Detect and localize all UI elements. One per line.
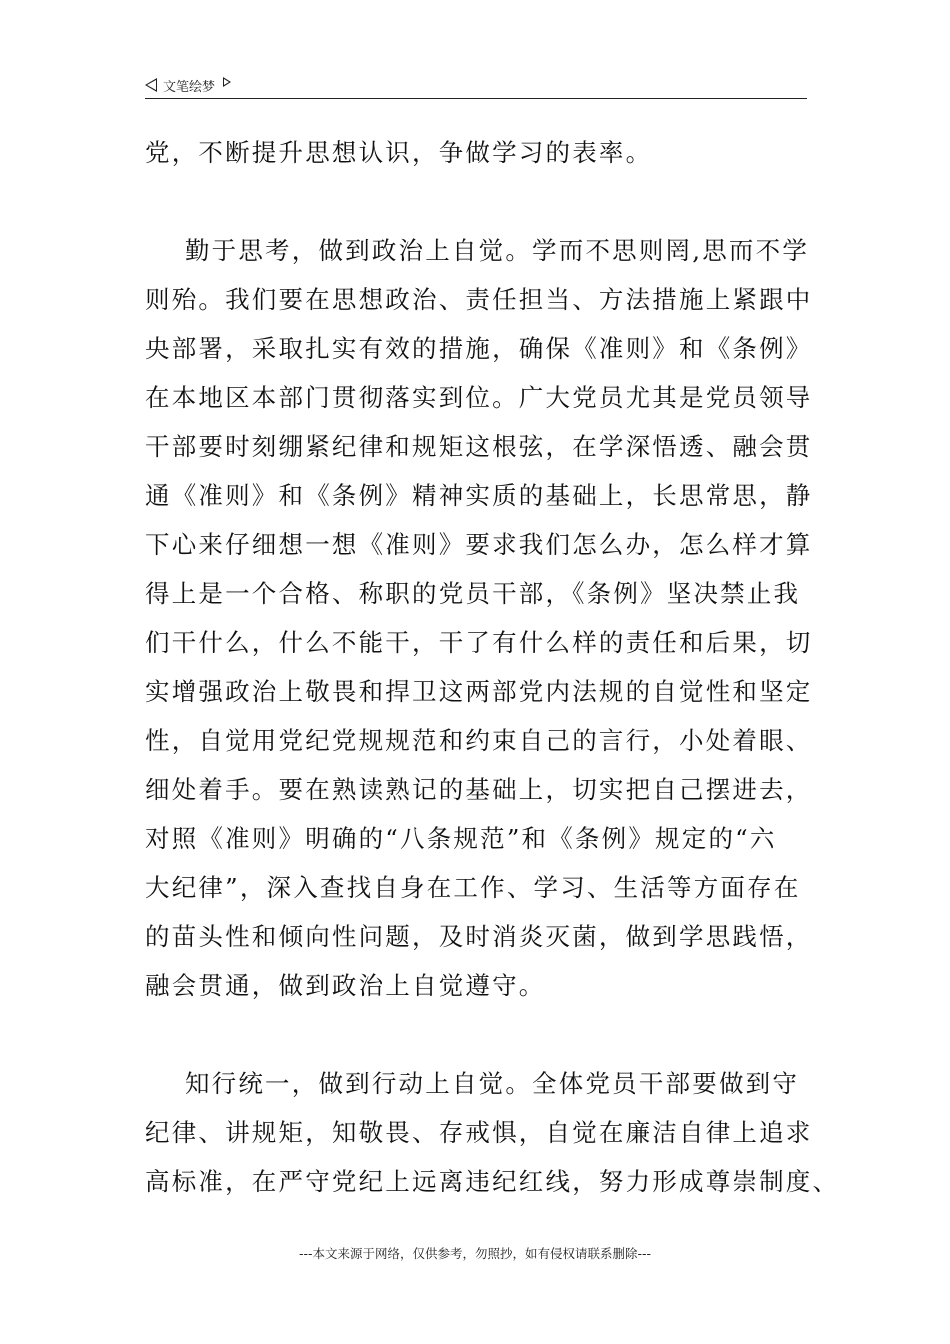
page-header (145, 72, 807, 99)
text-line: 们干什么，什么不能干，干了有什么样的责任和后果，切 (145, 628, 813, 657)
text-line: 勤于思考，做到政治上自觉。学而不思则罔,思而不学 (145, 236, 810, 265)
paragraph-1 (145, 128, 825, 177)
text-line: 知行统一，做到行动上自觉。全体党员干部要做到守 (145, 1069, 800, 1098)
text-line: 下心来仔细想一想《准则》要求我们怎么办，怎么样才算 (145, 530, 813, 559)
text-line: 通《准则》和《条例》精神实质的基础上，长思常思，静 (145, 481, 813, 510)
triangle-left-icon (145, 78, 157, 92)
text-line: 干部要时刻绷紧纪律和规矩这根弦，在学深悟透、融会贯 (145, 432, 813, 461)
text-line: 对照《准则》明确的“八条规范”和《条例》规定的“六 (145, 824, 777, 853)
triangle-right-icon (223, 77, 231, 87)
paragraph-2 (145, 226, 825, 1010)
text-line: 大纪律”，深入查找自身在工作、学习、生活等方面存在 (145, 873, 801, 902)
paragraph-3 (145, 1059, 840, 1206)
text-line: 纪律、讲规矩，知敬畏、存戒惧，自觉在廉洁自律上追求 (145, 1118, 813, 1147)
text-line: 的苗头性和倾向性问题，及时消炎灭菌，做到学思践悟， (145, 922, 813, 951)
footer-disclaimer: ---本文来源于网络，仅供参考，勿照抄，如有侵权请联系删除--- (298, 1246, 652, 1261)
text-line: 在本地区本部门贯彻落实到位。广大党员尤其是党员领导 (145, 383, 813, 412)
text-line: 实增强政治上敬畏和捍卫这两部党内法规的自觉性和坚定 (145, 677, 813, 706)
text-line: 则殆。我们要在思想政治、责任担当、方法措施上紧跟中 (145, 285, 813, 314)
text-line: 党，不断提升思想认识，争做学习的表率。 (145, 138, 653, 167)
document-body (145, 128, 840, 1206)
text-line: 得上是一个合格、称职的党员干部，《条例》坚决禁止我 (145, 579, 801, 608)
text-line: 央部署，采取扎实有效的措施，确保《准则》和《条例》 (145, 334, 813, 363)
text-line: 融会贯通，做到政治上自觉遵守。 (145, 971, 546, 1000)
text-line: 高标准，在严守党纪上远离违纪红线，努力形成尊崇制度、 (145, 1167, 840, 1196)
text-line: 细处着手。要在熟读熟记的基础上，切实把自己摆进去， (145, 775, 813, 804)
text-line: 性，自觉用党纪党规规范和约束自己的言行，小处着眼、 (145, 726, 813, 755)
header-title: 文笔绘梦 (163, 79, 216, 95)
